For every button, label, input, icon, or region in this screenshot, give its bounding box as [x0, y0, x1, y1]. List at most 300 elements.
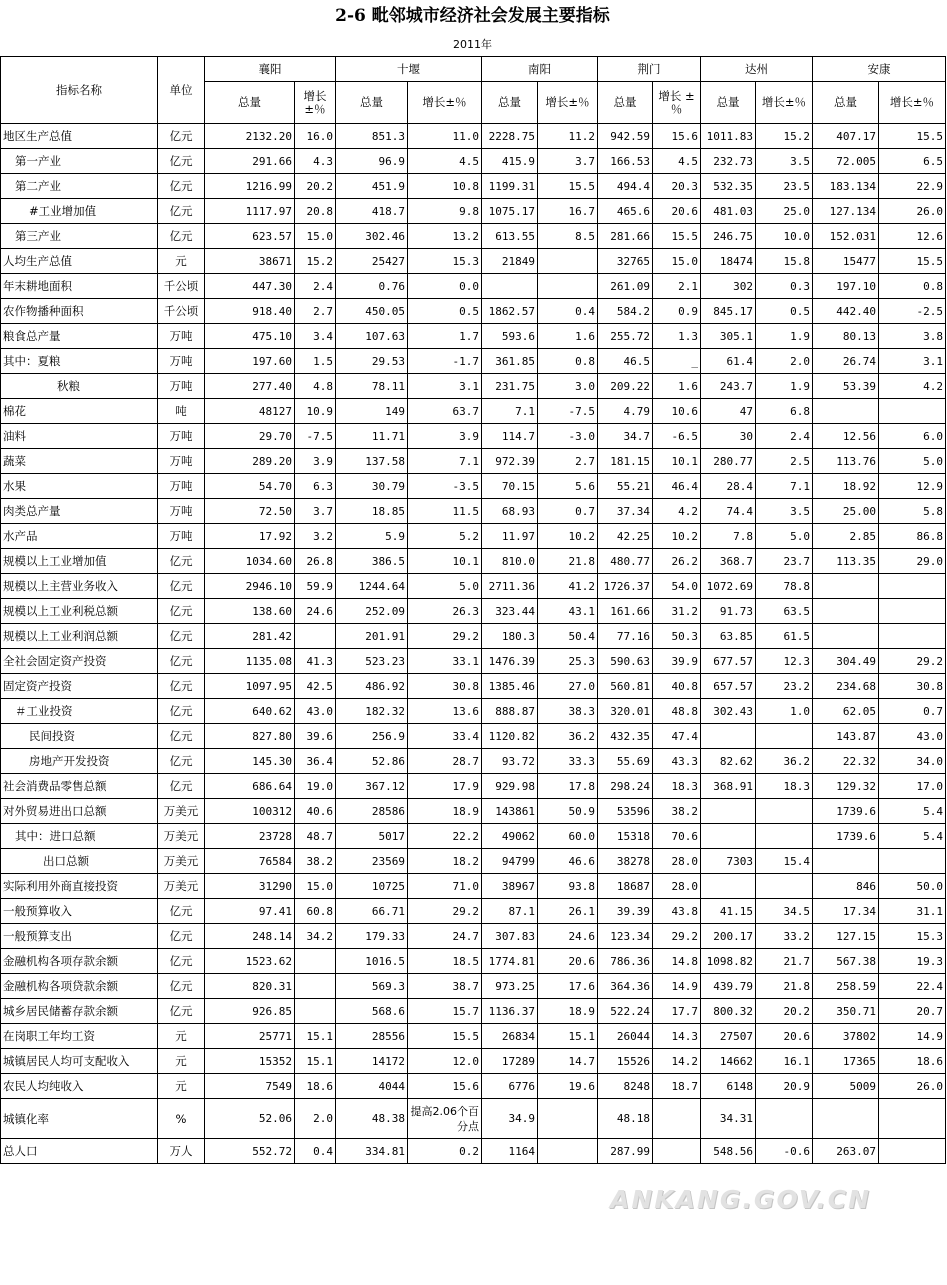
unit-cell: 亿元 [158, 999, 205, 1024]
growth-value-cell: 4.5 [408, 149, 482, 174]
header-city-dazhou: 达州 [701, 57, 813, 82]
growth-value-cell: 33.1 [408, 649, 482, 674]
unit-cell: 亿元 [158, 224, 205, 249]
total-value-cell: 61.4 [701, 349, 756, 374]
total-value-cell: 5017 [336, 824, 408, 849]
unit-cell: 万美元 [158, 874, 205, 899]
growth-value-cell: 5.0 [408, 574, 482, 599]
indicator-name-cell: 一般预算收入 [1, 899, 158, 924]
growth-value-cell: 17.7 [653, 999, 701, 1024]
growth-value-cell: 30.8 [408, 674, 482, 699]
total-value-cell: 78.11 [336, 374, 408, 399]
total-value-cell: 29.53 [336, 349, 408, 374]
growth-value-cell: -7.5 [295, 424, 336, 449]
total-value-cell: 28556 [336, 1024, 408, 1049]
total-value-cell: 261.09 [598, 274, 653, 299]
growth-value-cell: 20.9 [756, 1074, 813, 1099]
indicator-name-cell: 对外贸易进出口总额 [1, 799, 158, 824]
table-row [1, 274, 946, 299]
total-value-cell: 4.79 [598, 399, 653, 424]
total-value-cell: 55.69 [598, 749, 653, 774]
growth-value-cell: 21.7 [756, 949, 813, 974]
total-value-cell: 302.43 [701, 699, 756, 724]
growth-value-cell: 48.7 [295, 824, 336, 849]
growth-value-cell: 3.9 [408, 424, 482, 449]
growth-value-cell: 26.2 [653, 549, 701, 574]
growth-value-cell: 15.3 [879, 924, 946, 949]
total-value-cell: 23728 [205, 824, 295, 849]
growth-value-cell: 23.5 [756, 174, 813, 199]
header-city-jingmen: 荆门 [598, 57, 701, 82]
total-value-cell: 1774.81 [482, 949, 538, 974]
indicator-name-cell: 总人口 [1, 1139, 158, 1164]
growth-value-cell: 3.0 [538, 374, 598, 399]
growth-value-cell: 25.0 [756, 199, 813, 224]
unit-cell: 亿元 [158, 699, 205, 724]
indicator-name-cell: 其中：夏粮 [1, 349, 158, 374]
growth-value-cell: 20.6 [756, 1024, 813, 1049]
table-row [1, 174, 946, 199]
total-value-cell: 972.39 [482, 449, 538, 474]
total-value-cell: 1862.57 [482, 299, 538, 324]
total-value-cell: 26834 [482, 1024, 538, 1049]
total-value-cell: 1097.95 [205, 674, 295, 699]
total-value-cell: 34.7 [598, 424, 653, 449]
table-row [1, 474, 946, 499]
total-value-cell: 623.57 [205, 224, 295, 249]
growth-value-cell: 26.1 [538, 899, 598, 924]
growth-value-cell: 22.2 [408, 824, 482, 849]
total-value-cell: 1016.5 [336, 949, 408, 974]
growth-value-cell: 0.5 [756, 299, 813, 324]
total-value-cell: 41.15 [701, 899, 756, 924]
total-value-cell: 256.9 [336, 724, 408, 749]
growth-value-cell: 1.7 [408, 324, 482, 349]
growth-value-cell: 14.2 [653, 1049, 701, 1074]
total-value-cell: 593.6 [482, 324, 538, 349]
total-value-cell: 5.9 [336, 524, 408, 549]
total-value-cell: 21849 [482, 249, 538, 274]
growth-value-cell: 12.9 [879, 474, 946, 499]
growth-value-cell: 15.1 [538, 1024, 598, 1049]
total-value-cell: 28586 [336, 799, 408, 824]
table-row [1, 1049, 946, 1074]
table-row [1, 424, 946, 449]
total-value-cell: 1034.60 [205, 549, 295, 574]
total-value-cell: 34.9 [482, 1099, 538, 1139]
total-value-cell: 17289 [482, 1049, 538, 1074]
indicator-name-cell: 规模以上主营业务收入 [1, 574, 158, 599]
unit-cell: 万吨 [158, 324, 205, 349]
total-value-cell [813, 399, 879, 424]
total-value-cell: 37802 [813, 1024, 879, 1049]
unit-cell: 万美元 [158, 849, 205, 874]
total-value-cell: 127.15 [813, 924, 879, 949]
growth-value-cell: 6.3 [295, 474, 336, 499]
total-value-cell: 42.25 [598, 524, 653, 549]
unit-cell: 万吨 [158, 524, 205, 549]
growth-value-cell: 10.1 [408, 549, 482, 574]
growth-value-cell: 5.6 [538, 474, 598, 499]
total-value-cell: 28.4 [701, 474, 756, 499]
total-value-cell: 11.97 [482, 524, 538, 549]
total-value-cell: 2132.20 [205, 124, 295, 149]
indicator-name-cell: 城镇居民人均可支配收入 [1, 1049, 158, 1074]
total-value-cell: 15477 [813, 249, 879, 274]
unit-cell: 亿元 [158, 974, 205, 999]
growth-value-cell: 10.8 [408, 174, 482, 199]
growth-value-cell: 18.6 [295, 1074, 336, 1099]
total-value-cell: 82.62 [701, 749, 756, 774]
growth-value-cell: 33.2 [756, 924, 813, 949]
total-value-cell: 49062 [482, 824, 538, 849]
total-value-cell: 7.8 [701, 524, 756, 549]
growth-value-cell: 15.0 [295, 224, 336, 249]
growth-value-cell: 3.2 [295, 524, 336, 549]
growth-value-cell: 15.5 [879, 124, 946, 149]
growth-value-cell: 5.0 [756, 524, 813, 549]
growth-value-cell: 20.2 [756, 999, 813, 1024]
growth-value-cell: 15.4 [756, 849, 813, 874]
table-row [1, 124, 946, 149]
growth-value-cell: 3.7 [538, 149, 598, 174]
unit-cell: 亿元 [158, 624, 205, 649]
total-value-cell: 47 [701, 399, 756, 424]
indicator-name-cell: 其中：进口总额 [1, 824, 158, 849]
table-row [1, 324, 946, 349]
indicator-name-cell: ＃工业投资 [1, 699, 158, 724]
total-value-cell: 11.71 [336, 424, 408, 449]
total-value-cell: 918.40 [205, 299, 295, 324]
growth-value-cell: 41.2 [538, 574, 598, 599]
indicator-name-cell: 固定资产投资 [1, 674, 158, 699]
growth-value-cell: 0.5 [408, 299, 482, 324]
total-value-cell: 800.32 [701, 999, 756, 1024]
indicator-name-cell: #工业增加值 [1, 199, 158, 224]
growth-value-cell: 0.7 [879, 699, 946, 724]
total-value-cell: 569.3 [336, 974, 408, 999]
indicator-name-cell: 人均生产总值 [1, 249, 158, 274]
growth-value-cell: 0.2 [408, 1139, 482, 1164]
growth-value-cell: 50.0 [879, 874, 946, 899]
total-value-cell: 68.93 [482, 499, 538, 524]
growth-value-cell: 15.6 [653, 124, 701, 149]
growth-value-cell: 20.3 [653, 174, 701, 199]
indicator-name-cell: 棉花 [1, 399, 158, 424]
growth-value-cell: 1.9 [756, 374, 813, 399]
indicator-name-cell: 水产品 [1, 524, 158, 549]
growth-value-cell: 20.2 [295, 174, 336, 199]
total-value-cell: 361.85 [482, 349, 538, 374]
header-growth: 增长±％ [756, 82, 813, 124]
growth-value-cell: 30.8 [879, 674, 946, 699]
growth-value-cell: 10.6 [653, 399, 701, 424]
growth-value-cell: 10.1 [653, 449, 701, 474]
growth-value-cell [756, 824, 813, 849]
header-growth: 增长 ±％ [653, 82, 701, 124]
growth-value-cell: 3.5 [756, 499, 813, 524]
total-value-cell: 368.7 [701, 549, 756, 574]
growth-value-cell: 15.5 [879, 249, 946, 274]
indicator-name-cell: 粮食总产量 [1, 324, 158, 349]
total-value-cell: 1164 [482, 1139, 538, 1164]
total-value-cell: 291.66 [205, 149, 295, 174]
total-value-cell: 145.30 [205, 749, 295, 774]
growth-value-cell [879, 399, 946, 424]
growth-value-cell: 14.9 [879, 1024, 946, 1049]
growth-value-cell: 38.3 [538, 699, 598, 724]
growth-value-cell: 26.0 [879, 1074, 946, 1099]
total-value-cell: 46.5 [598, 349, 653, 374]
growth-value-cell: 12.6 [879, 224, 946, 249]
total-value-cell: 258.59 [813, 974, 879, 999]
growth-value-cell [879, 1139, 946, 1164]
total-value-cell: 432.35 [598, 724, 653, 749]
growth-value-cell: -1.7 [408, 349, 482, 374]
total-value-cell: 246.75 [701, 224, 756, 249]
total-value-cell: 38278 [598, 849, 653, 874]
total-value-cell: 888.87 [482, 699, 538, 724]
total-value-cell: 475.10 [205, 324, 295, 349]
growth-value-cell: 2.7 [295, 299, 336, 324]
table-row [1, 599, 946, 624]
table-row [1, 999, 946, 1024]
growth-value-cell: 21.8 [538, 549, 598, 574]
growth-value-cell: 63.7 [408, 399, 482, 424]
total-value-cell: 149 [336, 399, 408, 424]
growth-value-cell: 29.0 [879, 549, 946, 574]
total-value-cell: 1011.83 [701, 124, 756, 149]
header-indicator-name: 指标名称 [1, 57, 158, 124]
total-value-cell [701, 799, 756, 824]
table-row [1, 849, 946, 874]
total-value-cell: 243.7 [701, 374, 756, 399]
growth-value-cell: 93.8 [538, 874, 598, 899]
header-city-shiyan: 十堰 [336, 57, 482, 82]
growth-value-cell [879, 624, 946, 649]
growth-value-cell: 3.9 [295, 449, 336, 474]
total-value-cell: 287.99 [598, 1139, 653, 1164]
growth-value-cell: -6.5 [653, 424, 701, 449]
total-value-cell: 72.50 [205, 499, 295, 524]
total-value-cell: 32765 [598, 249, 653, 274]
growth-value-cell: -3.0 [538, 424, 598, 449]
table-row [1, 874, 946, 899]
total-value-cell: 1117.97 [205, 199, 295, 224]
total-value-cell: 76584 [205, 849, 295, 874]
table-row [1, 549, 946, 574]
growth-value-cell: 13.6 [408, 699, 482, 724]
unit-cell: 万吨 [158, 349, 205, 374]
table-row [1, 774, 946, 799]
growth-value-cell: 39.9 [653, 649, 701, 674]
total-value-cell: 302 [701, 274, 756, 299]
table-row [1, 299, 946, 324]
total-value-cell: 4044 [336, 1074, 408, 1099]
total-value-cell: 1136.37 [482, 999, 538, 1024]
unit-cell: 万人 [158, 1139, 205, 1164]
growth-value-cell: 15.1 [295, 1024, 336, 1049]
growth-value-cell: 3.4 [295, 324, 336, 349]
total-value-cell: 364.36 [598, 974, 653, 999]
total-value-cell: 442.40 [813, 299, 879, 324]
unit-cell: 亿元 [158, 774, 205, 799]
growth-value-cell: 15.5 [653, 224, 701, 249]
growth-value-cell: 2.0 [295, 1099, 336, 1139]
growth-value-cell: 6.8 [756, 399, 813, 424]
total-value-cell: 55.21 [598, 474, 653, 499]
growth-value-cell [538, 274, 598, 299]
header-total: 总量 [701, 82, 756, 124]
total-value-cell: 350.71 [813, 999, 879, 1024]
total-value-cell: 2946.10 [205, 574, 295, 599]
total-value-cell: 29.70 [205, 424, 295, 449]
growth-value-cell: 14.3 [653, 1024, 701, 1049]
unit-cell: 亿元 [158, 749, 205, 774]
header-growth: 增长±％ [408, 82, 482, 124]
indicator-name-cell: 第三产业 [1, 224, 158, 249]
total-value-cell: 114.7 [482, 424, 538, 449]
growth-value-cell: 23.2 [756, 674, 813, 699]
growth-value-cell: 3.7 [295, 499, 336, 524]
indicator-name-cell: 规模以上工业利税总额 [1, 599, 158, 624]
total-value-cell: 552.72 [205, 1139, 295, 1164]
total-value-cell: 74.4 [701, 499, 756, 524]
growth-value-cell [653, 1139, 701, 1164]
total-value-cell: 53596 [598, 799, 653, 824]
indicator-name-cell: 出口总额 [1, 849, 158, 874]
total-value-cell: 54.70 [205, 474, 295, 499]
total-value-cell: 481.03 [701, 199, 756, 224]
growth-value-cell: 78.8 [756, 574, 813, 599]
growth-value-cell: 5.8 [879, 499, 946, 524]
total-value-cell: 415.9 [482, 149, 538, 174]
indicator-name-cell: 规模以上工业增加值 [1, 549, 158, 574]
growth-value-cell: 29.2 [408, 624, 482, 649]
unit-cell: 元 [158, 1024, 205, 1049]
total-value-cell [482, 274, 538, 299]
total-value-cell: 107.63 [336, 324, 408, 349]
growth-value-cell: 61.5 [756, 624, 813, 649]
indicator-name-cell: 城乡居民储蓄存款余额 [1, 999, 158, 1024]
growth-value-cell [756, 799, 813, 824]
unit-cell: 吨 [158, 399, 205, 424]
header-growth: 增长±％ [538, 82, 598, 124]
total-value-cell: 143861 [482, 799, 538, 824]
growth-value-cell: 3.8 [879, 324, 946, 349]
growth-value-cell [879, 849, 946, 874]
total-value-cell: 418.7 [336, 199, 408, 224]
growth-value-cell: 14.7 [538, 1049, 598, 1074]
total-value-cell: 18687 [598, 874, 653, 899]
growth-value-cell: -7.5 [538, 399, 598, 424]
growth-value-cell: 5.4 [879, 824, 946, 849]
total-value-cell: 232.73 [701, 149, 756, 174]
total-value-cell: 255.72 [598, 324, 653, 349]
growth-value-cell [295, 624, 336, 649]
unit-cell: 亿元 [158, 649, 205, 674]
total-value-cell: 613.55 [482, 224, 538, 249]
total-value-cell: 97.41 [205, 899, 295, 924]
growth-value-cell: 28.0 [653, 874, 701, 899]
total-value-cell: 334.81 [336, 1139, 408, 1164]
growth-value-cell: 46.4 [653, 474, 701, 499]
growth-value-cell: 16.0 [295, 124, 336, 149]
total-value-cell: 17365 [813, 1049, 879, 1074]
growth-value-cell: 提高2.06个百分点 [408, 1099, 482, 1139]
header-total: 总量 [336, 82, 408, 124]
growth-value-cell: 26.3 [408, 599, 482, 624]
total-value-cell: 17.92 [205, 524, 295, 549]
total-value-cell: 302.46 [336, 224, 408, 249]
growth-value-cell: 14.9 [653, 974, 701, 999]
growth-value-cell: 2.4 [756, 424, 813, 449]
growth-value-cell: 31.2 [653, 599, 701, 624]
growth-value-cell: 38.2 [295, 849, 336, 874]
growth-value-cell: 2.1 [653, 274, 701, 299]
growth-value-cell: 59.9 [295, 574, 336, 599]
growth-value-cell: 12.0 [408, 1049, 482, 1074]
table-row [1, 1024, 946, 1049]
total-value-cell: 1739.6 [813, 824, 879, 849]
growth-value-cell [879, 1099, 946, 1139]
growth-value-cell [538, 249, 598, 274]
unit-cell: 亿元 [158, 599, 205, 624]
growth-value-cell: 18.9 [408, 799, 482, 824]
total-value-cell: 166.53 [598, 149, 653, 174]
total-value-cell: 298.24 [598, 774, 653, 799]
growth-value-cell: 13.2 [408, 224, 482, 249]
total-value-cell: 320.01 [598, 699, 653, 724]
table-row [1, 224, 946, 249]
unit-cell: 千公顷 [158, 274, 205, 299]
growth-value-cell: 15.2 [756, 124, 813, 149]
total-value-cell: 113.76 [813, 449, 879, 474]
total-value-cell: 1072.69 [701, 574, 756, 599]
growth-value-cell: 2.7 [538, 449, 598, 474]
total-value-cell: 2.85 [813, 524, 879, 549]
total-value-cell: 407.17 [813, 124, 879, 149]
growth-value-cell: 22.4 [879, 974, 946, 999]
total-value-cell: 827.80 [205, 724, 295, 749]
growth-value-cell: 15.3 [408, 249, 482, 274]
growth-value-cell: 46.6 [538, 849, 598, 874]
total-value-cell: 1098.82 [701, 949, 756, 974]
total-value-cell: 100312 [205, 799, 295, 824]
total-value-cell: 181.15 [598, 449, 653, 474]
indicator-name-cell: 实际利用外商直接投资 [1, 874, 158, 899]
growth-value-cell: 24.6 [538, 924, 598, 949]
growth-value-cell: 15.0 [295, 874, 336, 899]
total-value-cell: 96.9 [336, 149, 408, 174]
total-value-cell: 1120.82 [482, 724, 538, 749]
total-value-cell: 34.31 [701, 1099, 756, 1139]
growth-value-cell: 43.3 [653, 749, 701, 774]
total-value-cell: 87.1 [482, 899, 538, 924]
total-value-cell: 1385.46 [482, 674, 538, 699]
total-value-cell: 26.74 [813, 349, 879, 374]
growth-value-cell: 0.8 [879, 274, 946, 299]
total-value-cell: 548.56 [701, 1139, 756, 1164]
growth-value-cell: 0.4 [295, 1139, 336, 1164]
total-value-cell: 38967 [482, 874, 538, 899]
growth-value-cell: 12.3 [756, 649, 813, 674]
growth-value-cell: 17.9 [408, 774, 482, 799]
unit-cell: 亿元 [158, 924, 205, 949]
total-value-cell [813, 1099, 879, 1139]
growth-value-cell [295, 949, 336, 974]
growth-value-cell: 70.6 [653, 824, 701, 849]
